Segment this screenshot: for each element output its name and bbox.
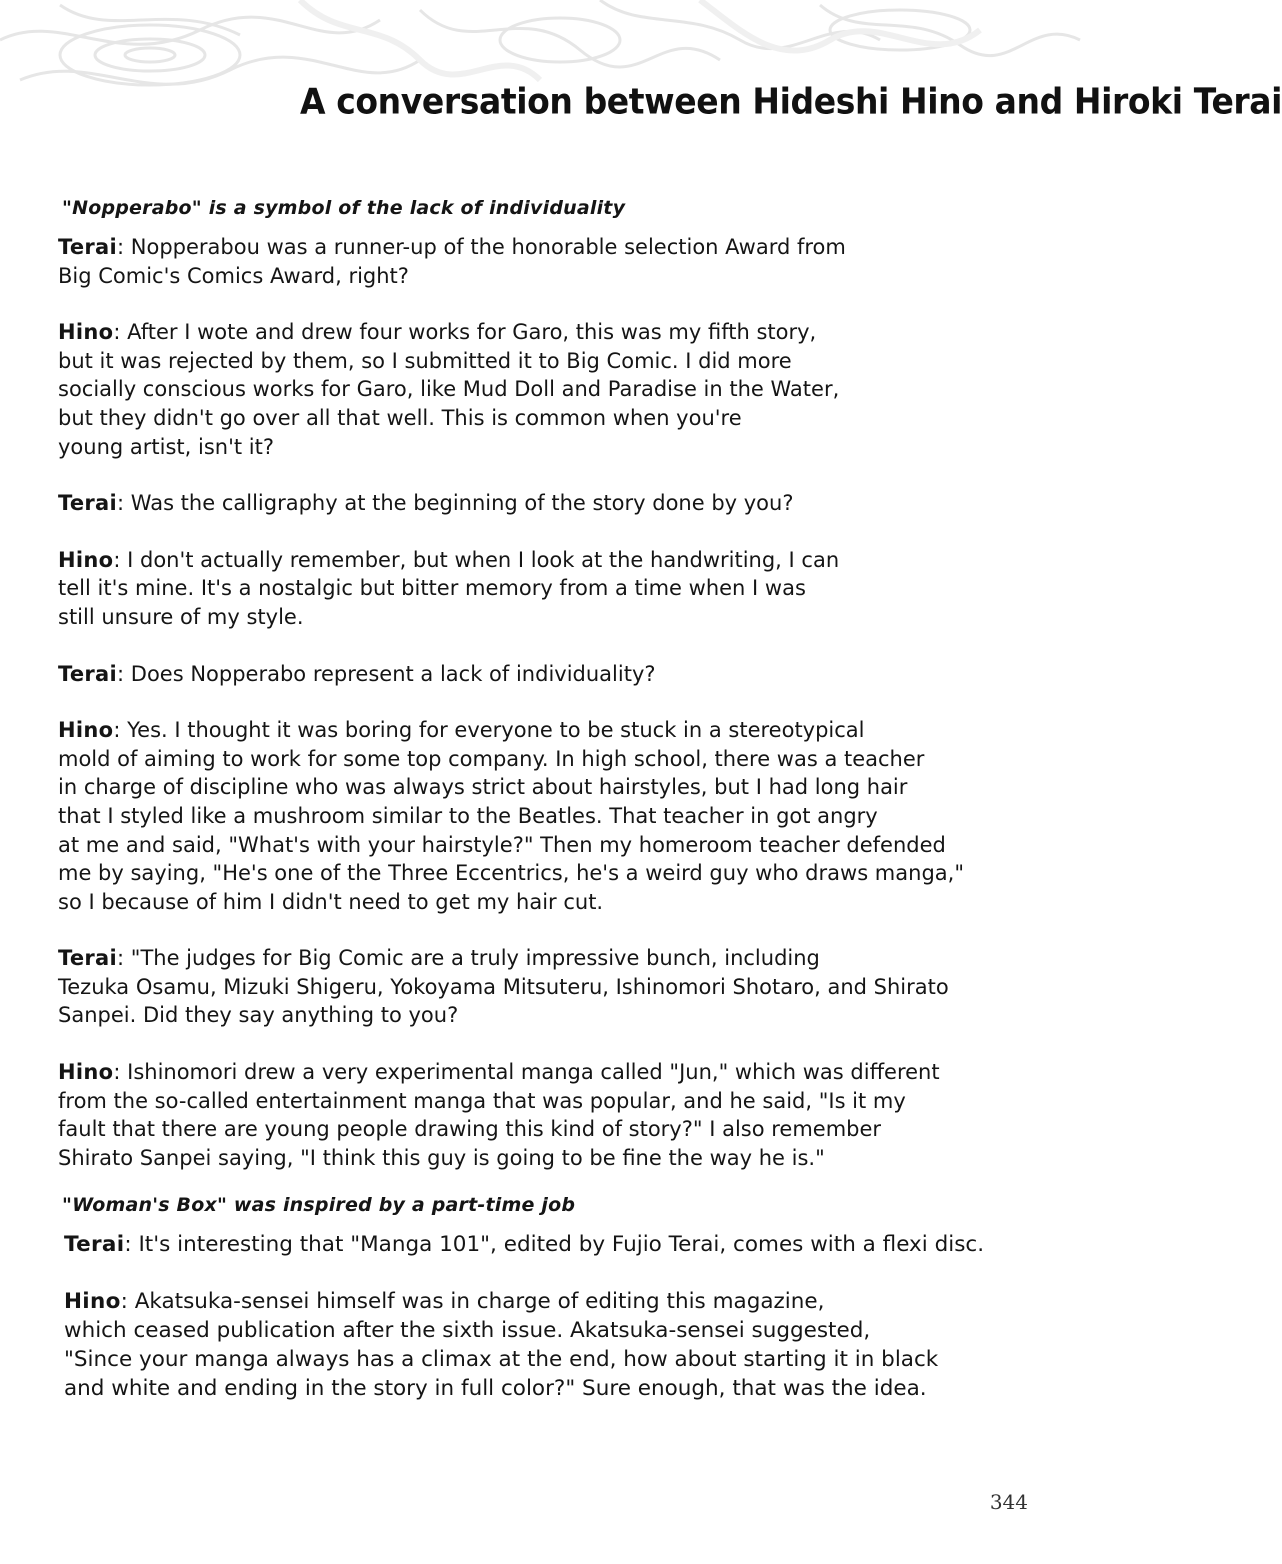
speaker-name: Terai — [58, 661, 118, 686]
entry-text: "The judges for Big Comic are a truly impressive bunch, including Tezuka Osamu, Mizuki Shigeru, Yokoyama Mitsuteru, Ishinomori Shotaro, and Shirato Sanpei. Did they say anything to you? — [58, 946, 949, 1028]
interview-entry: Hino: I don't actually remember, but when I look at the handwriting, I can tell it's mine. It's a nostalgic but bitter memory from a time when I was still unsure of my style. — [58, 547, 840, 629]
entry-text: After I wote and drew four works for Garo, this was my fifth story, but it was rejected by them, so I submitted it to Big Comic. I did more socially conscious works for Garo, like Mud Doll and Paradise in the Water, but they didn't go over all that well. This is common when you're young artist, isn't it? — [58, 320, 840, 459]
interview-entry: Hino: After I wote and drew four works for Garo, this was my fifth story, but it was rejected by them, so I submitted it to Big Comic. I did more socially conscious works for Garo, like Mud Doll and Paradise in the Water, but they didn't go over all that well. This is common when you're young artist, isn't it? — [58, 320, 840, 459]
interview-section — [58, 1194, 1018, 1403]
speaker-name: Hino — [58, 547, 114, 572]
interview-entry: Terai: Was the calligraphy at the beginning of the story done by you? — [58, 491, 794, 516]
speaker-name: Terai — [64, 1232, 125, 1258]
entry-text: Ishinomori drew a very experimental manga called "Jun," which was different from the so-called entertainment manga that was popular, and he said, "Is it my fault that there are young people drawing this kind of story?" I also remember Shirato Sanpei saying, "I think this guy is going to be fine the way he is." — [58, 1060, 940, 1170]
speaker-name: Terai — [58, 235, 118, 259]
speaker-name: Terai — [58, 491, 118, 516]
speaker-name: Hino — [64, 1289, 121, 1315]
interview-article — [58, 197, 1018, 1431]
speaker-name: Terai — [58, 946, 118, 971]
interview-entry: Hino: Ishinomori drew a very experimental manga called "Jun," which was different from the so-called entertainment manga that was popular, and he said, "Is it my fault that there are young people drawing this kind of story?" I also remember Shirato Sanpei saying, "I think this guy is going to be fine the way he is." — [58, 1060, 940, 1170]
speaker-name: Hino — [58, 320, 114, 345]
entry-text: It's interesting that "Manga 101", edited by Fujio Terai, comes with a flexi disc. — [138, 1232, 985, 1258]
page-number: 344 — [989, 1490, 1028, 1514]
interview-entry: Terai: It's interesting that "Manga 101", edited by Fujio Terai, comes with a flexi disc. — [64, 1232, 985, 1258]
interview-entry: Hino: Yes. I thought it was boring for everyone to be stuck in a stereotypical mold of aiming to work for some top company. In high school, there was a teacher in charge of discipline who was always strict about hairstyles, but I had long hair that I styled like a mushroom similar to the Beatles. That teacher in got angry at me and said, "What's with your hairstyle?" Then my homeroom teacher defended me by saying, "He's one of the Three Eccentrics, he's a weird guy who draws manga," so I because of him I didn't need to get my hair cut. — [58, 718, 964, 914]
interview-entry: Hino: Akatsuka-sensei himself was in charge of editing this magazine, which ceased publication after the sixth issue. Akatsuka-sensei suggested, "Since your manga always has a climax at the end, how about starting it in black and white and ending in the story in full color?" Sure enough, that was the idea. — [64, 1289, 939, 1402]
interview-entry: Terai: "The judges for Big Comic are a truly impressive bunch, including Tezuka Osamu, Mizuki Shigeru, Yokoyama Mitsuteru, Ishinomori Shotaro, and Shirato Sanpei. Did they say anything to you? — [58, 946, 949, 1028]
section-heading: "Nopperabo" is a symbol of the lack of individuality — [62, 197, 626, 219]
interview-entry: Terai: Does Nopperabo represent a lack of individuality? — [58, 661, 656, 686]
entry-text: Akatsuka-sensei himself was in charge of editing this magazine, which ceased publication after the sixth issue. Akatsuka-sensei suggested, "Since your manga always has a climax at the end, how about starting it in black and white and ending in the story in full color?" Sure enough, that was the idea. — [64, 1289, 939, 1402]
speaker-name: Hino — [58, 1060, 114, 1085]
entry-text: Nopperabou was a runner-up of the honorable selection Award from Big Comic's Comics Award, right? — [58, 235, 846, 288]
entry-text: Yes. I thought it was boring for everyone to be stuck in a stereotypical mold of aiming to work for some top company. In high school, there was a teacher in charge of discipline who was always strict about hairstyles, but I had long hair that I styled like a mushroom similar to the Beatles. That teacher in got angry at me and said, "What's with your hairstyle?" Then my homeroom teacher defended me by saying, "He's one of the Three Eccentrics, he's a weird guy who draws manga," so I because of him I didn't need to get my hair cut. — [58, 718, 964, 914]
page-title: A conversation between Hideshi Hino and Hiroki Terai — [300, 80, 1282, 123]
entry-text: Does Nopperabo represent a lack of individuality? — [130, 661, 656, 686]
speaker-name: Hino — [58, 718, 114, 743]
entry-text: I don't actually remember, but when I look at the handwriting, I can tell it's mine. It's a nostalgic but bitter memory from a time when I was still unsure of my style. — [58, 547, 840, 629]
interview-entry: Terai: Nopperabou was a runner-up of the honorable selection Award from Big Comic's Comics Award, right? — [58, 235, 846, 288]
entry-text: Was the calligraphy at the beginning of the story done by you? — [130, 491, 794, 516]
section-heading: "Woman's Box" was inspired by a part-time job — [62, 1194, 576, 1217]
interview-section — [58, 197, 1018, 1172]
